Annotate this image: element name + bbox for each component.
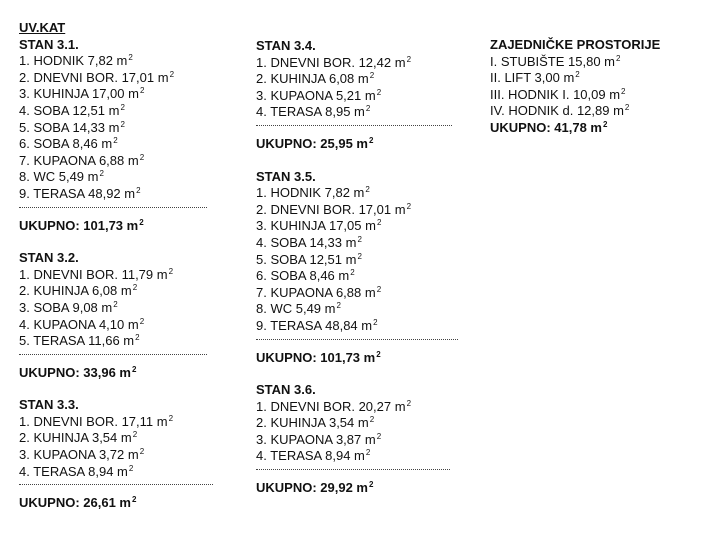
room-line: 3. KUPAONA 3,87 $m^2$ (256, 431, 382, 447)
room-line: 5. SOBA 14,33 $m^2$ (19, 119, 125, 135)
separator-line (256, 339, 458, 340)
room-line: 4. SOBA 14,33 $m^2$ (256, 234, 362, 250)
separator-line (256, 469, 450, 470)
unit-3-1-total: UKUPNO: 101,73 $m^2$ (19, 217, 144, 233)
common-areas-title: ZAJEDNIČKE PROSTORIJE (490, 37, 661, 52)
room-line: 9. TERASA 48,84 $m^2$ (256, 317, 378, 333)
unit-3-4-total: UKUPNO: 25,95 $m^2$ (256, 135, 374, 151)
room-line: III. HODNIK I. 10,09 $m^2$ (490, 86, 626, 102)
room-line: 2. DNEVNI BOR. 17,01 $m^2$ (256, 201, 412, 217)
unit-3-2-total: UKUPNO: 33,96 $m^2$ (19, 364, 137, 380)
room-line: 3. KUHINJA 17,05 $m^2$ (256, 218, 382, 234)
unit-3-6-total: UKUPNO: 29,92 $m^2$ (256, 480, 374, 496)
room-line: 5. SOBA 12,51 $m^2$ (256, 251, 362, 267)
unit-3-4-title: STAN 3.4. (256, 38, 316, 53)
room-line: 2. DNEVNI BOR. 17,01 $m^2$ (19, 69, 175, 85)
unit-3-2-title: STAN 3.2. (19, 250, 79, 266)
unit-3-1-title: STAN 3.1. (19, 36, 79, 52)
room-line: 4. KUPAONA 4,10 $m^2$ (19, 316, 145, 332)
separator-line (19, 207, 207, 208)
room-line: 6. SOBA 8,46 $m^2$ (256, 268, 355, 284)
room-line: 4. TERASA 8,94 $m^2$ (256, 448, 371, 464)
room-line: I. STUBIŠTE 15,80 $m^2$ (490, 53, 621, 69)
room-line: 1. HODNIK 7,82 $m^2$ (19, 53, 133, 69)
room-line: 1. DNEVNI BOR. 17,11 $m^2$ (19, 413, 174, 429)
room-line: 4. TERASA 8,95 $m^2$ (256, 104, 371, 120)
common-areas-total: UKUPNO: 41,78 $m^2$ (490, 119, 608, 135)
room-line: 2. KUHINJA 6,08 $m^2$ (19, 283, 138, 299)
room-line: IV. HODNIK d. 12,89 $m^2$ (490, 103, 630, 119)
unit-3-5-title: STAN 3.5. (256, 168, 316, 184)
unit-3-3-title: STAN 3.3. (19, 397, 79, 413)
room-line: 6. SOBA 8,46 $m^2$ (19, 136, 118, 152)
room-line: 3. KUHINJA 17,00 $m^2$ (19, 86, 145, 102)
room-line: 1. DNEVNI BOR. 20,27 $m^2$ (256, 398, 412, 414)
separator-line (19, 484, 213, 485)
room-line: 1. DNEVNI BOR. 11,79 $m^2$ (19, 266, 174, 282)
room-line: 9. TERASA 48,92 $m^2$ (19, 185, 141, 201)
room-line: 4. SOBA 12,51 $m^2$ (19, 102, 125, 118)
room-line: 3. SOBA 9,08 $m^2$ (19, 299, 118, 315)
room-line: 3. KUPAONA 5,21 $m^2$ (256, 87, 382, 103)
room-line: 3. KUPAONA 3,72 $m^2$ (19, 447, 145, 463)
room-line: 7. KUPAONA 6,88 $m^2$ (19, 152, 145, 168)
room-line: 2. KUHINJA 6,08 $m^2$ (256, 71, 375, 87)
column-left (19, 20, 219, 512)
room-line: 4. TERASA 8,94 $m^2$ (19, 463, 134, 479)
room-line: II. LIFT 3,00 $m^2$ (490, 70, 580, 86)
floor-title: UV.KAT (19, 20, 66, 35)
room-line: 2. KUHINJA 3,54 $m^2$ (256, 415, 375, 431)
room-line: 7. KUPAONA 6,88 $m^2$ (256, 284, 382, 300)
room-line: 5. TERASA 11,66 $m^2$ (19, 333, 140, 349)
column-right (490, 37, 700, 137)
room-line: 2. KUHINJA 3,54 $m^2$ (19, 430, 138, 446)
unit-3-6-title: STAN 3.6. (256, 382, 316, 398)
separator-line (19, 354, 207, 355)
room-line: 8. WC 5,49 $m^2$ (256, 301, 341, 317)
unit-3-3-total: UKUPNO: 26,61 $m^2$ (19, 495, 137, 511)
room-line: 1. HODNIK 7,82 $m^2$ (256, 185, 370, 201)
room-line: 1. DNEVNI BOR. 12,42 $m^2$ (256, 54, 412, 70)
unit-3-5-total: UKUPNO: 101,73 $m^2$ (256, 349, 381, 365)
room-line: 8. WC 5,49 $m^2$ (19, 169, 104, 185)
column-middle (256, 38, 466, 497)
separator-line (256, 125, 452, 126)
